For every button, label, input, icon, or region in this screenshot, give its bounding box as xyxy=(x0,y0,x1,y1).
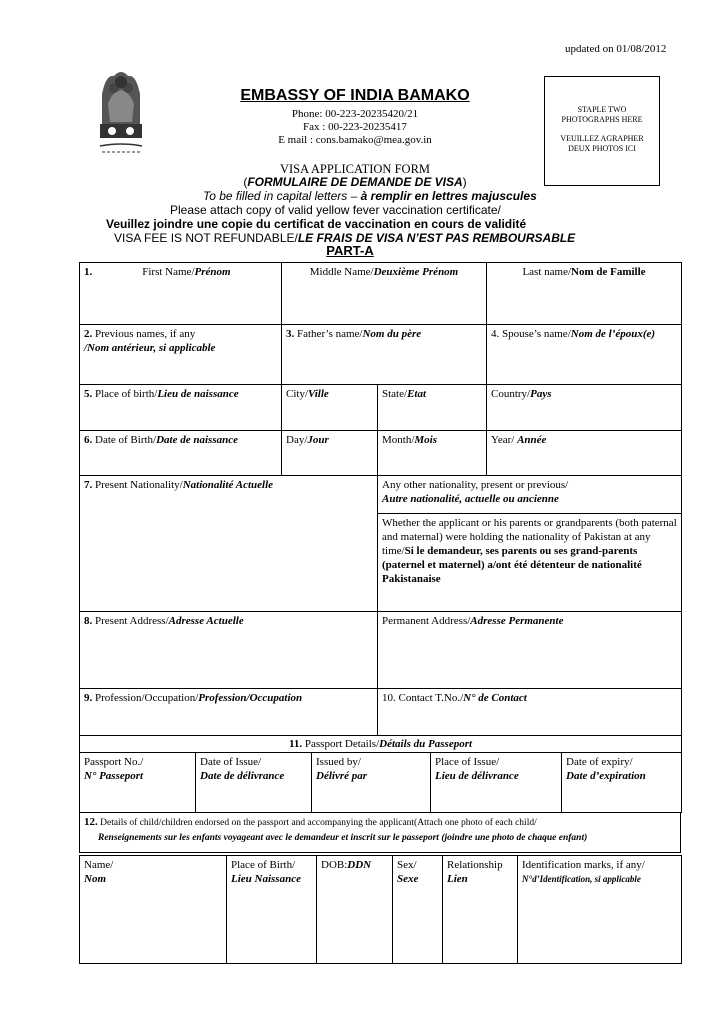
yellow-fever-note: Please attach copy of valid yellow fever vaccination certificate/ xyxy=(170,203,501,217)
passport-details-heading: 11. Passport Details/Détails du Passeport xyxy=(80,736,682,753)
embassy-phone: Phone: 00-223-20235420/21 xyxy=(291,108,419,120)
part-a-heading: PART-A xyxy=(326,243,374,258)
embassy-fax: Fax : 00-223-20235417 xyxy=(303,121,407,133)
city-field[interactable]: City/Ville xyxy=(282,385,378,431)
present-address-field[interactable]: 8. Present Address/Adresse Actuelle xyxy=(80,612,378,689)
capital-letters-note: To be filled in capital letters – à remplir en lettres majuscules xyxy=(203,189,537,203)
passport-number-field[interactable]: Passport No./ N° Passeport xyxy=(80,753,196,813)
form-title: VISA APPLICATION FORM xyxy=(279,162,431,176)
child-identification-field[interactable]: Identification marks, if any/ N°d’Identification, si applicable xyxy=(518,856,682,964)
date-of-expiry-field[interactable]: Date of expiry/ Date d’expiration xyxy=(562,753,682,813)
children-table xyxy=(79,855,682,964)
first-name-field[interactable]: 1. First Name/Prénom xyxy=(80,263,282,325)
fathers-name-field[interactable]: 3. Father’s name/Nom du père xyxy=(282,325,487,385)
child-place-of-birth-field[interactable]: Place of Birth/ Lieu Naissance xyxy=(227,856,317,964)
day-field[interactable]: Day/Jour xyxy=(282,431,378,476)
spouse-name-field[interactable]: 4. Spouse’s name/Nom de l’époux(e) xyxy=(487,325,682,385)
present-nationality-field[interactable]: 7. Present Nationality/Nationalité Actuelle xyxy=(80,476,378,612)
embassy-email: E mail : cons.bamako@mea.gov.in xyxy=(278,134,432,146)
photo-box: STAPLE TWO PHOTOGRAPHS HERE VEUILLEZ AGRAPHER DEUX PHOTOS ICI xyxy=(544,76,660,186)
form-table-main xyxy=(79,262,682,736)
date-of-birth-label: 6. Date of Birth/Date de naissance xyxy=(80,431,282,476)
child-relationship-field[interactable]: Relationship Lien xyxy=(443,856,518,964)
previous-names-field[interactable]: 2. Previous names, if any /Nom antérieur, si applicable xyxy=(80,325,282,385)
child-sex-field[interactable]: Sex/ Sexe xyxy=(393,856,443,964)
last-name-field[interactable]: Last name/Nom de Famille xyxy=(487,263,682,325)
children-details-heading: 12. Details of child/children endorsed on the passport and accompanying the applicant(Attach one photo of each child/ Renseignements sur les enfants voyageant avec le demandeur et inscrit sur le passeport (joindre une photo de chaque enfant) xyxy=(80,813,681,853)
month-field[interactable]: Month/Mois xyxy=(378,431,487,476)
permanent-address-field[interactable]: Permanent Address/Adresse Permanente xyxy=(378,612,682,689)
country-field[interactable]: Country/Pays xyxy=(487,385,682,431)
place-of-birth-label: 5. Place of birth/Lieu de naissance xyxy=(80,385,282,431)
date-of-issue-field[interactable]: Date of Issue/ Date de délivrance xyxy=(196,753,312,813)
place-of-issue-field[interactable]: Place of Issue/ Lieu de délivrance xyxy=(431,753,562,813)
profession-field[interactable]: 9. Profession/Occupation/Profession/Occupation xyxy=(80,689,378,736)
form-title-fr: (FORMULAIRE DE DEMANDE DE VISA) xyxy=(243,175,467,189)
yellow-fever-note-fr: Veuillez joindre une copie du certificat de vaccination en cours de validité xyxy=(106,217,527,231)
middle-name-field[interactable]: Middle Name/Deuxième Prénom xyxy=(282,263,487,325)
national-emblem-icon xyxy=(92,64,150,164)
other-nationality-field[interactable]: Any other nationality, present or previous/ Autre nationalité, actuelle ou ancienne xyxy=(378,476,682,514)
state-field[interactable]: State/Etat xyxy=(378,385,487,431)
fee-note: VISA FEE IS NOT REFUNDABLE/LE FRAIS DE VISA N’EST PAS REMBOURSABLE xyxy=(114,231,576,245)
child-dob-field[interactable]: DOB:DDN xyxy=(317,856,393,964)
pakistan-nationality-field[interactable]: Whether the applicant or his parents or grandparents (both paternal and maternal) were holding the nationality of Pakistan at any time/Si le demandeur, ses parents ou ses grand-parents (paternel et maternel) a/ont été détenteur de nationalité Pakistanaise xyxy=(378,514,682,612)
contact-number-field[interactable]: 10. Contact T.No./N° de Contact xyxy=(378,689,682,736)
updated-date: updated on 01/08/2012 xyxy=(565,43,667,55)
year-field[interactable]: Year/ Année xyxy=(487,431,682,476)
embassy-title: EMBASSY OF INDIA BAMAKO xyxy=(240,87,470,104)
issued-by-field[interactable]: Issued by/ Délivré par xyxy=(312,753,431,813)
passport-table xyxy=(79,735,682,813)
child-name-field[interactable]: Name/ Nom xyxy=(80,856,227,964)
children-heading-table xyxy=(79,812,681,853)
